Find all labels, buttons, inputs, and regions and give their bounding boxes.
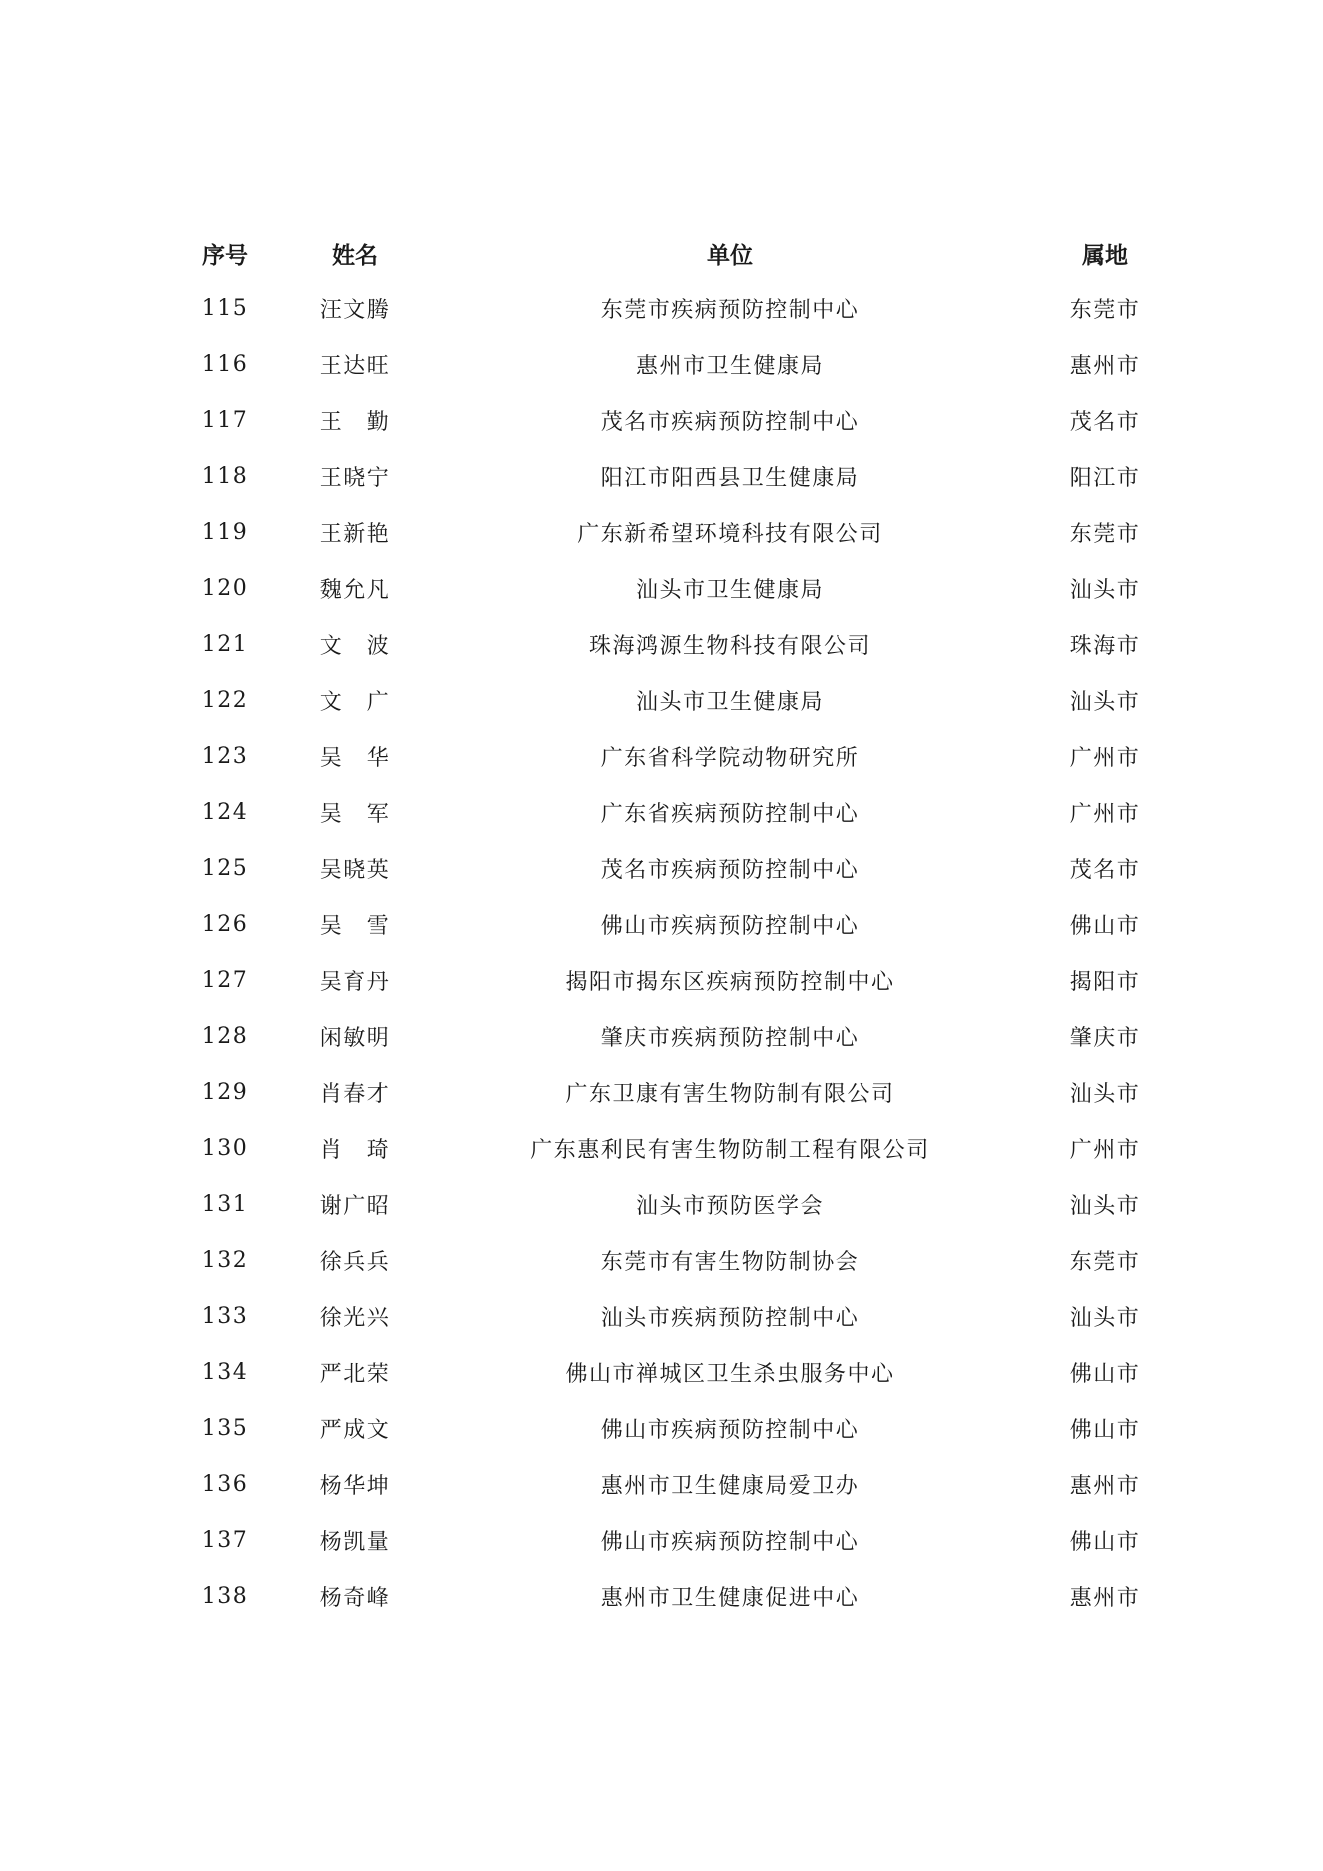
table-row — [160, 504, 1170, 560]
cell-region: 东莞市 — [1069, 521, 1141, 547]
cell-no: 126 — [201, 911, 249, 937]
table-row — [160, 672, 1170, 728]
cell-unit: 惠州市卫生健康局爱卫办 — [600, 1473, 860, 1499]
table-row — [160, 280, 1170, 336]
cell-region: 肇庆市 — [1069, 1025, 1141, 1051]
cell-unit: 汕头市疾病预防控制中心 — [600, 1305, 860, 1331]
table-row — [160, 1400, 1170, 1456]
header-name: 姓名 — [332, 242, 378, 269]
table-row — [160, 1512, 1170, 1568]
cell-unit: 广东省疾病预防控制中心 — [600, 801, 860, 827]
cell-unit: 广东新希望环境科技有限公司 — [577, 521, 883, 547]
cell-no: 132 — [201, 1247, 249, 1273]
cell-region: 汕头市 — [1069, 577, 1141, 603]
cell-unit: 广东卫康有害生物防制有限公司 — [565, 1081, 895, 1107]
header-unit: 单位 — [707, 242, 753, 269]
cell-name: 徐兵兵 — [319, 1249, 391, 1275]
cell-region: 惠州市 — [1069, 353, 1141, 379]
cell-no: 121 — [201, 631, 249, 657]
cell-unit: 惠州市卫生健康促进中心 — [600, 1585, 860, 1611]
table-row — [160, 1344, 1170, 1400]
cell-unit: 汕头市卫生健康局 — [635, 577, 824, 603]
cell-name: 闲敏明 — [319, 1025, 391, 1051]
cell-name: 王 勤 — [319, 409, 391, 435]
cell-no: 135 — [201, 1415, 249, 1441]
cell-region: 佛山市 — [1069, 1529, 1141, 1555]
table-row — [160, 1120, 1170, 1176]
cell-name: 吴育丹 — [319, 969, 391, 995]
cell-region: 佛山市 — [1069, 913, 1141, 939]
cell-no: 128 — [201, 1023, 249, 1049]
cell-no: 131 — [201, 1191, 249, 1217]
table-row — [160, 448, 1170, 504]
cell-unit: 佛山市疾病预防控制中心 — [600, 1417, 860, 1443]
cell-unit: 茂名市疾病预防控制中心 — [600, 857, 860, 883]
cell-no: 127 — [201, 967, 249, 993]
table-row — [160, 392, 1170, 448]
cell-no: 136 — [201, 1471, 249, 1497]
cell-region: 汕头市 — [1069, 689, 1141, 715]
cell-region: 广州市 — [1069, 745, 1141, 771]
cell-name: 文 波 — [319, 633, 391, 659]
cell-name: 王晓宁 — [319, 465, 391, 491]
cell-name: 杨奇峰 — [319, 1585, 391, 1611]
header-no: 序号 — [202, 242, 248, 269]
cell-name: 魏允凡 — [319, 577, 391, 603]
cell-no: 122 — [201, 687, 249, 713]
cell-name: 杨华坤 — [319, 1473, 391, 1499]
table-row — [160, 952, 1170, 1008]
cell-name: 肖 琦 — [319, 1137, 391, 1163]
cell-name: 谢广昭 — [319, 1193, 391, 1219]
table-row — [160, 1288, 1170, 1344]
table-header — [160, 226, 1170, 280]
cell-region: 茂名市 — [1069, 409, 1141, 435]
cell-region: 佛山市 — [1069, 1361, 1141, 1387]
cell-region: 阳江市 — [1069, 465, 1141, 491]
cell-unit: 汕头市卫生健康局 — [635, 689, 824, 715]
cell-name: 吴晓英 — [319, 857, 391, 883]
roster-table — [160, 226, 1170, 1624]
cell-name: 肖春才 — [319, 1081, 391, 1107]
cell-region: 汕头市 — [1069, 1081, 1141, 1107]
table-row — [160, 1232, 1170, 1288]
cell-unit: 汕头市预防医学会 — [635, 1193, 824, 1219]
cell-name: 徐光兴 — [319, 1305, 391, 1331]
cell-region: 东莞市 — [1069, 1249, 1141, 1275]
cell-name: 吴 军 — [319, 801, 391, 827]
cell-unit: 东莞市有害生物防制协会 — [600, 1249, 860, 1275]
cell-no: 138 — [201, 1583, 249, 1609]
cell-no: 134 — [201, 1359, 249, 1385]
cell-unit: 揭阳市揭东区疾病预防控制中心 — [565, 969, 895, 995]
table-body — [160, 280, 1170, 1624]
cell-region: 东莞市 — [1069, 297, 1141, 323]
table-row — [160, 728, 1170, 784]
cell-name: 吴 华 — [319, 745, 391, 771]
cell-unit: 肇庆市疾病预防控制中心 — [600, 1025, 860, 1051]
cell-no: 125 — [201, 855, 249, 881]
cell-region: 珠海市 — [1069, 633, 1141, 659]
table-row — [160, 784, 1170, 840]
cell-no: 120 — [201, 575, 249, 601]
cell-name: 严成文 — [319, 1417, 391, 1443]
table-row — [160, 1568, 1170, 1624]
table-row — [160, 1064, 1170, 1120]
cell-unit: 惠州市卫生健康局 — [635, 353, 824, 379]
cell-no: 133 — [201, 1303, 249, 1329]
cell-unit: 东莞市疾病预防控制中心 — [600, 297, 860, 323]
table-row — [160, 896, 1170, 952]
cell-name: 吴 雪 — [319, 913, 391, 939]
cell-name: 汪文腾 — [319, 297, 391, 323]
header-region: 属地 — [1082, 242, 1128, 269]
cell-region: 惠州市 — [1069, 1585, 1141, 1611]
cell-region: 茂名市 — [1069, 857, 1141, 883]
cell-region: 广州市 — [1069, 1137, 1141, 1163]
table-row — [160, 616, 1170, 672]
table-row — [160, 1176, 1170, 1232]
cell-no: 116 — [201, 351, 249, 377]
cell-unit: 茂名市疾病预防控制中心 — [600, 409, 860, 435]
cell-name: 文 广 — [319, 689, 391, 715]
table-row — [160, 840, 1170, 896]
cell-no: 137 — [201, 1527, 249, 1553]
cell-no: 117 — [201, 407, 249, 433]
cell-unit: 佛山市疾病预防控制中心 — [600, 1529, 860, 1555]
cell-no: 129 — [201, 1079, 249, 1105]
cell-unit: 佛山市疾病预防控制中心 — [600, 913, 860, 939]
cell-name: 王新艳 — [319, 521, 391, 547]
cell-name: 王达旺 — [319, 353, 391, 379]
cell-region: 汕头市 — [1069, 1193, 1141, 1219]
cell-no: 130 — [201, 1135, 249, 1161]
cell-unit: 广东省科学院动物研究所 — [600, 745, 860, 771]
table-row — [160, 336, 1170, 392]
cell-name: 杨凯量 — [319, 1529, 391, 1555]
cell-no: 123 — [201, 743, 249, 769]
cell-no: 124 — [201, 799, 249, 825]
table-row — [160, 1008, 1170, 1064]
cell-unit: 佛山市禅城区卫生杀虫服务中心 — [565, 1361, 895, 1387]
cell-no: 118 — [201, 463, 249, 489]
cell-unit: 广东惠利民有害生物防制工程有限公司 — [530, 1137, 930, 1163]
cell-no: 119 — [201, 519, 249, 545]
cell-name: 严北荣 — [319, 1361, 391, 1387]
header-row — [160, 226, 1170, 280]
cell-unit: 阳江市阳西县卫生健康局 — [600, 465, 860, 491]
cell-region: 惠州市 — [1069, 1473, 1141, 1499]
cell-unit: 珠海鸿源生物科技有限公司 — [588, 633, 871, 659]
table-row — [160, 1456, 1170, 1512]
cell-region: 广州市 — [1069, 801, 1141, 827]
cell-no: 115 — [201, 295, 249, 321]
cell-region: 佛山市 — [1069, 1417, 1141, 1443]
table-row — [160, 560, 1170, 616]
cell-region: 揭阳市 — [1069, 969, 1141, 995]
cell-region: 汕头市 — [1069, 1305, 1141, 1331]
